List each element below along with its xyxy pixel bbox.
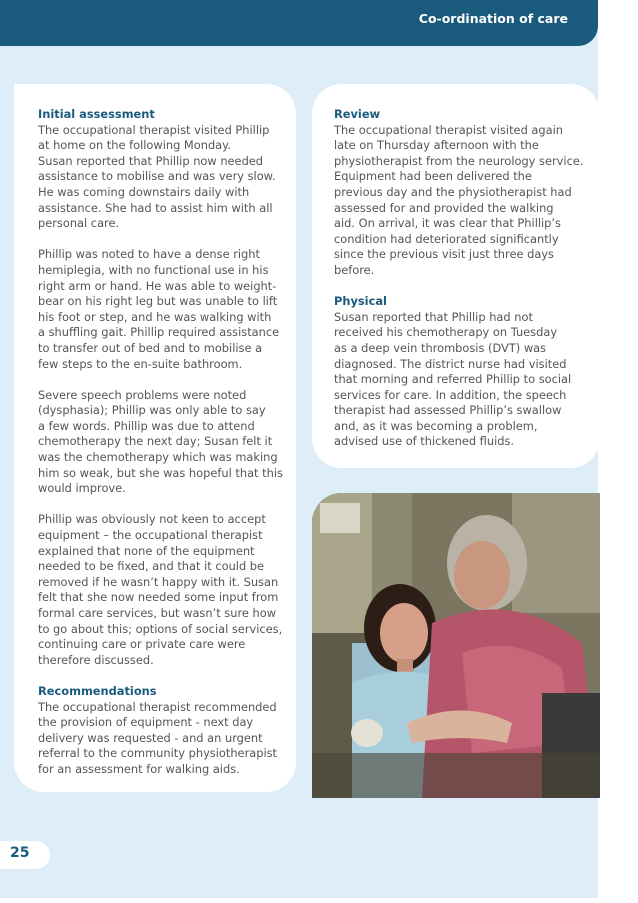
initial-assessment-paragraph-1: The occupational therapist visited Phillip at home on the following Monday. Susan reported that Phillip now needed assistance to mobilise and was very slow. He was coming downstairs daily with assistance. She had to assist him with all personal care. [38, 122, 276, 231]
initial-assessment-paragraph-4: Phillip was obviously not keen to accept equipment – the occupational therapist explained that none of the equipment needed to be fixed, and that it could be removed if he wasn’t happy with it. Susan felt that she now needed some input from formal care services, but wasn’t sure how to go about this; options of social services, continuing care or private care were therefore discussed. [38, 512, 283, 667]
recommendations-heading: Recommendations [38, 683, 157, 698]
physical-heading: Physical [334, 294, 387, 309]
initial-assessment-paragraph-2: Phillip was noted to have a dense right hemiplegia, with no functional use in his right arm or hand. He was able to weight- bear on his right leg but was unable to lift his foot or step, and he was walking with a shuffling gait. Phillip required assistance to transfer out of bed and to mobilise a few steps to the en-suite bathroom. [38, 247, 280, 371]
page-margin [598, 0, 638, 903]
initial-assessment-heading: Initial assessment [38, 107, 155, 121]
page-bottom-margin [0, 898, 638, 903]
care-photo [312, 493, 600, 798]
physical-paragraph: Susan reported that Phillip had not received his chemotherapy on Tuesday as a deep vein thrombosis (DVT) was diagnosed. The district nurse had visited that morning and referred Phillip to social services for care. In addition, the speech therapist had assessed Phillip’s swallow and, as it was becoming a problem, advised use of thickened fluids. [334, 309, 572, 449]
page-number-tab [0, 841, 50, 869]
header-band [0, 0, 598, 46]
care-photo-illustration [312, 493, 600, 798]
initial-assessment-paragraph-3: Severe speech problems were noted (dysphasia); Phillip was only able to say a few words. Phillip was due to attend chemotherapy the next day; Susan felt it was the chemotherapy which was making him so weak, but she was hopeful that this would improve. [38, 387, 283, 496]
recommendations-paragraph: The occupational therapist recommended the provision of equipment - next day delivery was requested - and an urgent referral to the community physiotherapist for an assessment for walking aids. [38, 699, 278, 776]
left-column [38, 107, 290, 793]
right-column [334, 107, 592, 466]
section-title: Co-ordination of care [418, 11, 568, 26]
page-number: 25 [10, 845, 30, 861]
review-paragraph: The occupational therapist visited again late on Thursday afternoon with the physiotherapist from the neurology service. Equipment had been delivered the previous day and the physiotherapist had assessed for and provided the walking aid. On arrival, it was clear that Phillip’s condition had deteriorated significantly since the previous visit just three days before. [334, 122, 584, 277]
review-heading: Review [334, 107, 381, 121]
